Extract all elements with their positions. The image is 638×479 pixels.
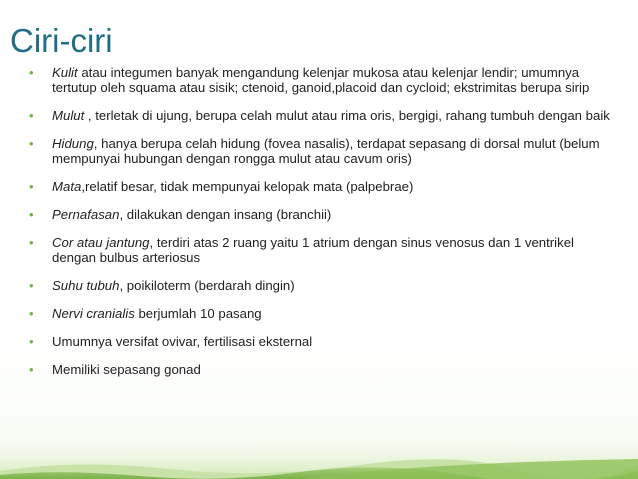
bullet-dot-icon: • — [29, 178, 34, 194]
bullet-dot-icon: • — [29, 362, 34, 378]
bullet-term: Mulut — [52, 107, 85, 123]
bullet-item — [26, 208, 616, 223]
bullet-dot-icon: • — [29, 277, 34, 293]
bullet-item — [26, 307, 616, 322]
bullet-text: Umumnya versifat ovivar, fertilisasi eksternal — [52, 334, 313, 350]
bullet-text: atau integumen banyak mengandung kelenjar mukosa atau kelenjar lendir; umumnya tertutup oleh squama atau sisik; ctenoid, ganoid,placoid dan cycloid; ekstrimitas berupa sirip — [52, 65, 590, 95]
bullet-term: Kulit — [52, 65, 78, 80]
bullet-dot-icon: • — [29, 107, 34, 123]
bullet-dot-icon: • — [29, 306, 34, 322]
grass-footer-decoration — [0, 419, 638, 479]
bullet-item — [26, 335, 616, 350]
slide-title: Ciri-ciri — [10, 22, 113, 59]
bullet-term: Hidung — [52, 135, 94, 151]
bullet-item — [26, 66, 616, 95]
bullet-item — [26, 236, 616, 265]
bullet-text: , dilakukan dengan insang (branchii) — [119, 206, 332, 222]
bullet-text: , poikiloterm (berdarah dingin) — [119, 277, 295, 293]
bullet-text: , hanya berupa celah hidung (fovea nasalis), terdapat sepasang di dorsal mulut (belum mempunyai hubungan dengan rongga mulut atau cavum oris) — [52, 135, 600, 166]
bullet-dot-icon: • — [29, 206, 34, 222]
bullet-text: , terdiri atas 2 ruang yaitu 1 atrium dengan sinus venosus dan 1 ventrikel dengan bulbus arteriosus — [52, 235, 574, 265]
bullet-item — [26, 180, 616, 195]
bullet-dot-icon: • — [29, 235, 34, 251]
bullet-text: berjumlah 10 pasang — [134, 306, 262, 322]
bullet-term: Pernafasan — [52, 206, 120, 222]
bullet-term: Cor atau jantung — [52, 235, 150, 251]
bullet-text: , terletak di ujung, berupa celah mulut atau rima oris, bergigi, rahang tumbuh dengan baik — [84, 107, 610, 123]
bullet-term: Nervi cranialis — [52, 306, 135, 322]
bullet-dot-icon: • — [29, 334, 34, 350]
bullet-item — [26, 109, 616, 124]
bullet-dot-icon: • — [29, 135, 34, 151]
bullet-term: Mata — [52, 178, 82, 194]
bullet-list — [26, 66, 616, 392]
bullet-item — [26, 137, 616, 166]
bullet-item — [26, 279, 616, 294]
bullet-text: ,relatif besar, tidak mempunyai kelopak mata (palpebrae) — [81, 178, 414, 194]
bullet-text: Memiliki sepasang gonad — [52, 362, 201, 378]
bullet-term: Suhu tubuh — [52, 277, 120, 293]
bullet-item — [26, 363, 616, 378]
bullet-dot-icon: • — [29, 65, 34, 80]
